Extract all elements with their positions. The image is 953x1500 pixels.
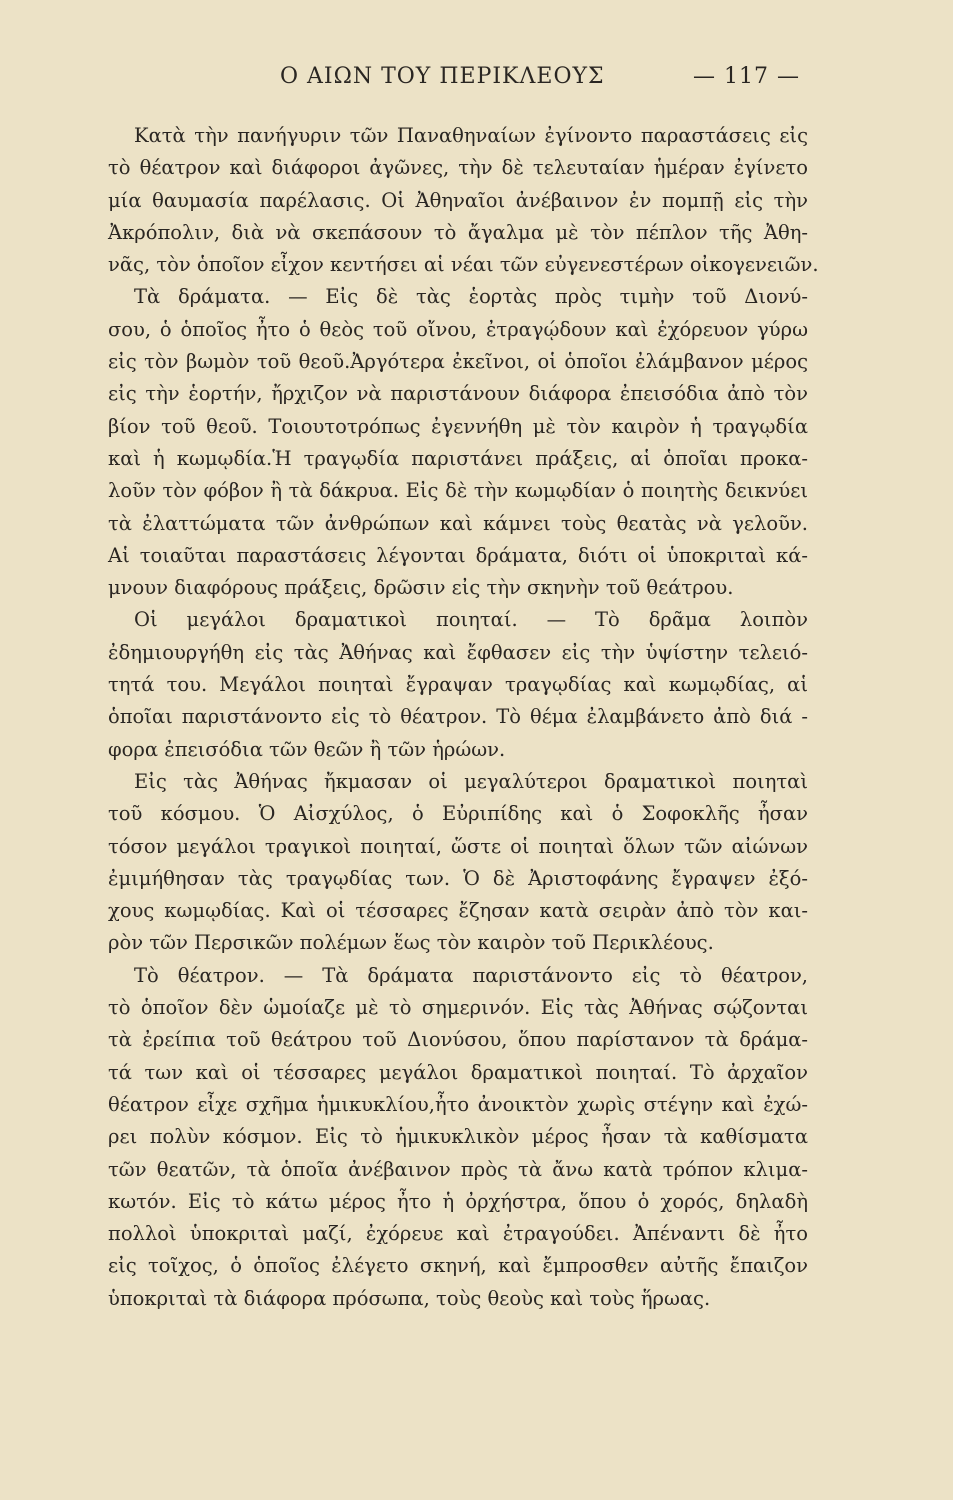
text-line: Αἱ τοιαῦται παραστάσεις λέγονται δράματα, διότι οἱ ὑποκριταὶ κά- — [108, 543, 808, 567]
text-line: τὰ ἐλαττώματα τῶν ἀνθρώπων καὶ κάμνει τοὺς θεατὰς νὰ γελοῦν. — [108, 511, 808, 535]
text-line: ὁποῖαι παριστάνοντο εἰς τὸ θέατρον. Τὸ θέμα ἐλαμβάνετο ἀπὸ διά - — [108, 705, 808, 729]
text-line: εἰς τὴν ἑορτήν, ἤρχιζον νὰ παριστάνουν διάφορα ἐπεισόδια ἀπὸ τὸν — [108, 382, 808, 406]
text-line: τὰ ἐρείπια τοῦ θεάτρου τοῦ Διονύσου, ὅπου παρίστανον τὰ δράμα- — [108, 1028, 808, 1052]
page-header — [280, 64, 800, 94]
page-number: — 117 — — [693, 64, 800, 89]
text-line: πολλοὶ ὑποκριταὶ μαζί, ἐχόρευε καὶ ἐτραγούδει. Ἀπέναντι δὲ ἦτο — [108, 1222, 808, 1246]
text-line: εἰς τὸν βωμὸν τοῦ θεοῦ.Ἀργότερα ἐκεῖνοι, οἱ ὁποῖοι ἐλάμβανον μέρος — [108, 350, 808, 374]
text-line: λοῦν τὸν φόβον ἢ τὰ δάκρυα. Εἰς δὲ τὴν κωμῳδίαν ὁ ποιητὴς δεικνύει — [108, 479, 808, 503]
text-line: Κατὰ τὴν πανήγυριν τῶν Παναθηναίων ἐγίνοντο παραστάσεις εἰς — [134, 124, 808, 147]
text-line: τητά του. Μεγάλοι ποιηταὶ ἔγραψαν τραγῳδίας καὶ κωμῳδίας, αἱ — [108, 673, 808, 697]
running-title: Ο ΑΙΩΝ ΤΟΥ ΠΕΡΙΚΛΕΟΥΣ — [280, 64, 605, 89]
text-line: τά των καὶ οἱ τέσσαρες μεγάλοι δραματικοὶ ποιηταί. Τὸ ἀρχαῖον — [108, 1060, 808, 1084]
text-line: μία θαυμασία παρέλασις. Οἱ Ἀθηναῖοι ἀνέβαινον ἐν πομπῇ εἰς τὴν — [108, 188, 808, 212]
body-text — [108, 120, 819, 1315]
text-line: Τὸ θέατρον. — Τὰ δράματα παριστάνοντο εἰς τὸ θέατρον, — [134, 963, 808, 987]
text-line: ρει πολὺν κόσμον. Εἰς τὸ ἡμικυκλικὸν μέρος ἦσαν τὰ καθίσματα — [108, 1125, 808, 1149]
text-line: θέατρον εἶχε σχῆμα ἡμικυκλίου,ἦτο ἀνοικτὸν χωρὶς στέγην καὶ ἐχώ- — [108, 1092, 808, 1116]
text-line: κωτόν. Εἰς τὸ κάτω μέρος ἦτο ἡ ὀρχήστρα, ὅπου ὁ χορός, δηλαδὴ — [108, 1189, 808, 1213]
text-line: Οἱ μεγάλοι δραματικοὶ ποιηταί. — Τὸ δρᾶμα λοιπὸν — [134, 608, 808, 632]
text-line: εἰς τοῖχος, ὁ ὁποῖος ἐλέγετο σκηνή, καὶ ἔμπροσθεν αὐτῆς ἔπαιζον — [108, 1254, 808, 1278]
text-line: τὸ ὁποῖον δὲν ὡμοίαζε μὲ τὸ σημερινόν. Εἰς τὰς Ἀθήνας σῴζονται — [108, 996, 808, 1020]
text-line: σου, ὁ ὁποῖος ἦτο ὁ θεὸς τοῦ οἴνου, ἐτραγῴδουν καὶ ἐχόρευον γύρω — [108, 317, 808, 341]
text-line: τῶν θεατῶν, τὰ ὁποῖα ἀνέβαινον πρὸς τὰ ἄνω κατὰ τρόπον κλιμα- — [108, 1157, 808, 1181]
text-line: ἐμιμήθησαν τὰς τραγῳδίας των. Ὁ δὲ Ἀριστοφάνης ἔγραψεν ἐξό- — [108, 866, 808, 890]
text-line: βίον τοῦ θεοῦ. Τοιουτοτρόπως ἐγεννήθη μὲ τὸν καιρὸν ἡ τραγῳδία — [108, 414, 808, 438]
text-line: Εἰς τὰς Ἀθήνας ἤκμασαν οἱ μεγαλύτεροι δραματικοὶ ποιηταὶ — [134, 769, 808, 793]
text-line: τὸ θέατρον καὶ διάφοροι ἀγῶνες, τὴν δὲ τελευταίαν ἡμέραν ἐγίνετο — [108, 156, 808, 180]
text-line: ἐδημιουργήθη εἰς τὰς Ἀθήνας καὶ ἔφθασεν εἰς τὴν ὑψίστην τελειό- — [108, 640, 808, 664]
text-line: νᾶς, τὸν ὁποῖον εἶχον κεντήσει αἱ νέαι τῶν εὐγενεστέρων οἰκογενειῶν. — [108, 253, 819, 277]
text-line: φορα ἐπεισόδια τῶν θεῶν ἢ τῶν ἡρώων. — [108, 737, 506, 761]
text-line: Τὰ δράματα. — Εἰς δὲ τὰς ἑορτὰς πρὸς τιμὴν τοῦ Διονύ- — [134, 285, 808, 309]
text-line: ὑποκριταὶ τὰ διάφορα πρόσωπα, τοὺς θεοὺς καὶ τοὺς ἥρωας. — [108, 1286, 711, 1310]
text-line: ρὸν τῶν Περσικῶν πολέμων ἕως τὸν καιρὸν τοῦ Περικλέους. — [108, 931, 714, 955]
text-line: Ἀκρόπολιν, διὰ νὰ σκεπάσουν τὸ ἄγαλμα μὲ τὸν πέπλον τῆς Ἀθη- — [108, 220, 808, 244]
text-line: χους κωμῳδίας. Καὶ οἱ τέσσαρες ἔζησαν κατὰ σειρὰν ἀπὸ τὸν και- — [108, 899, 808, 923]
text-line: μνουν διαφόρους πράξεις, δρῶσιν εἰς τὴν σκηνὴν τοῦ θεάτρου. — [108, 576, 734, 600]
text-line: τόσον μεγάλοι τραγικοὶ ποιηταί, ὥστε οἱ ποιηταὶ ὅλων τῶν αἰώνων — [108, 834, 808, 858]
text-line: καὶ ἡ κωμῳδία.Ἡ τραγῳδία παριστάνει πράξεις, αἱ ὁποῖαι προκα- — [108, 446, 808, 470]
text-line: τοῦ κόσμου. Ὁ Αἰσχύλος, ὁ Εὐριπίδης καὶ ὁ Σοφοκλῆς ἦσαν — [108, 802, 808, 826]
